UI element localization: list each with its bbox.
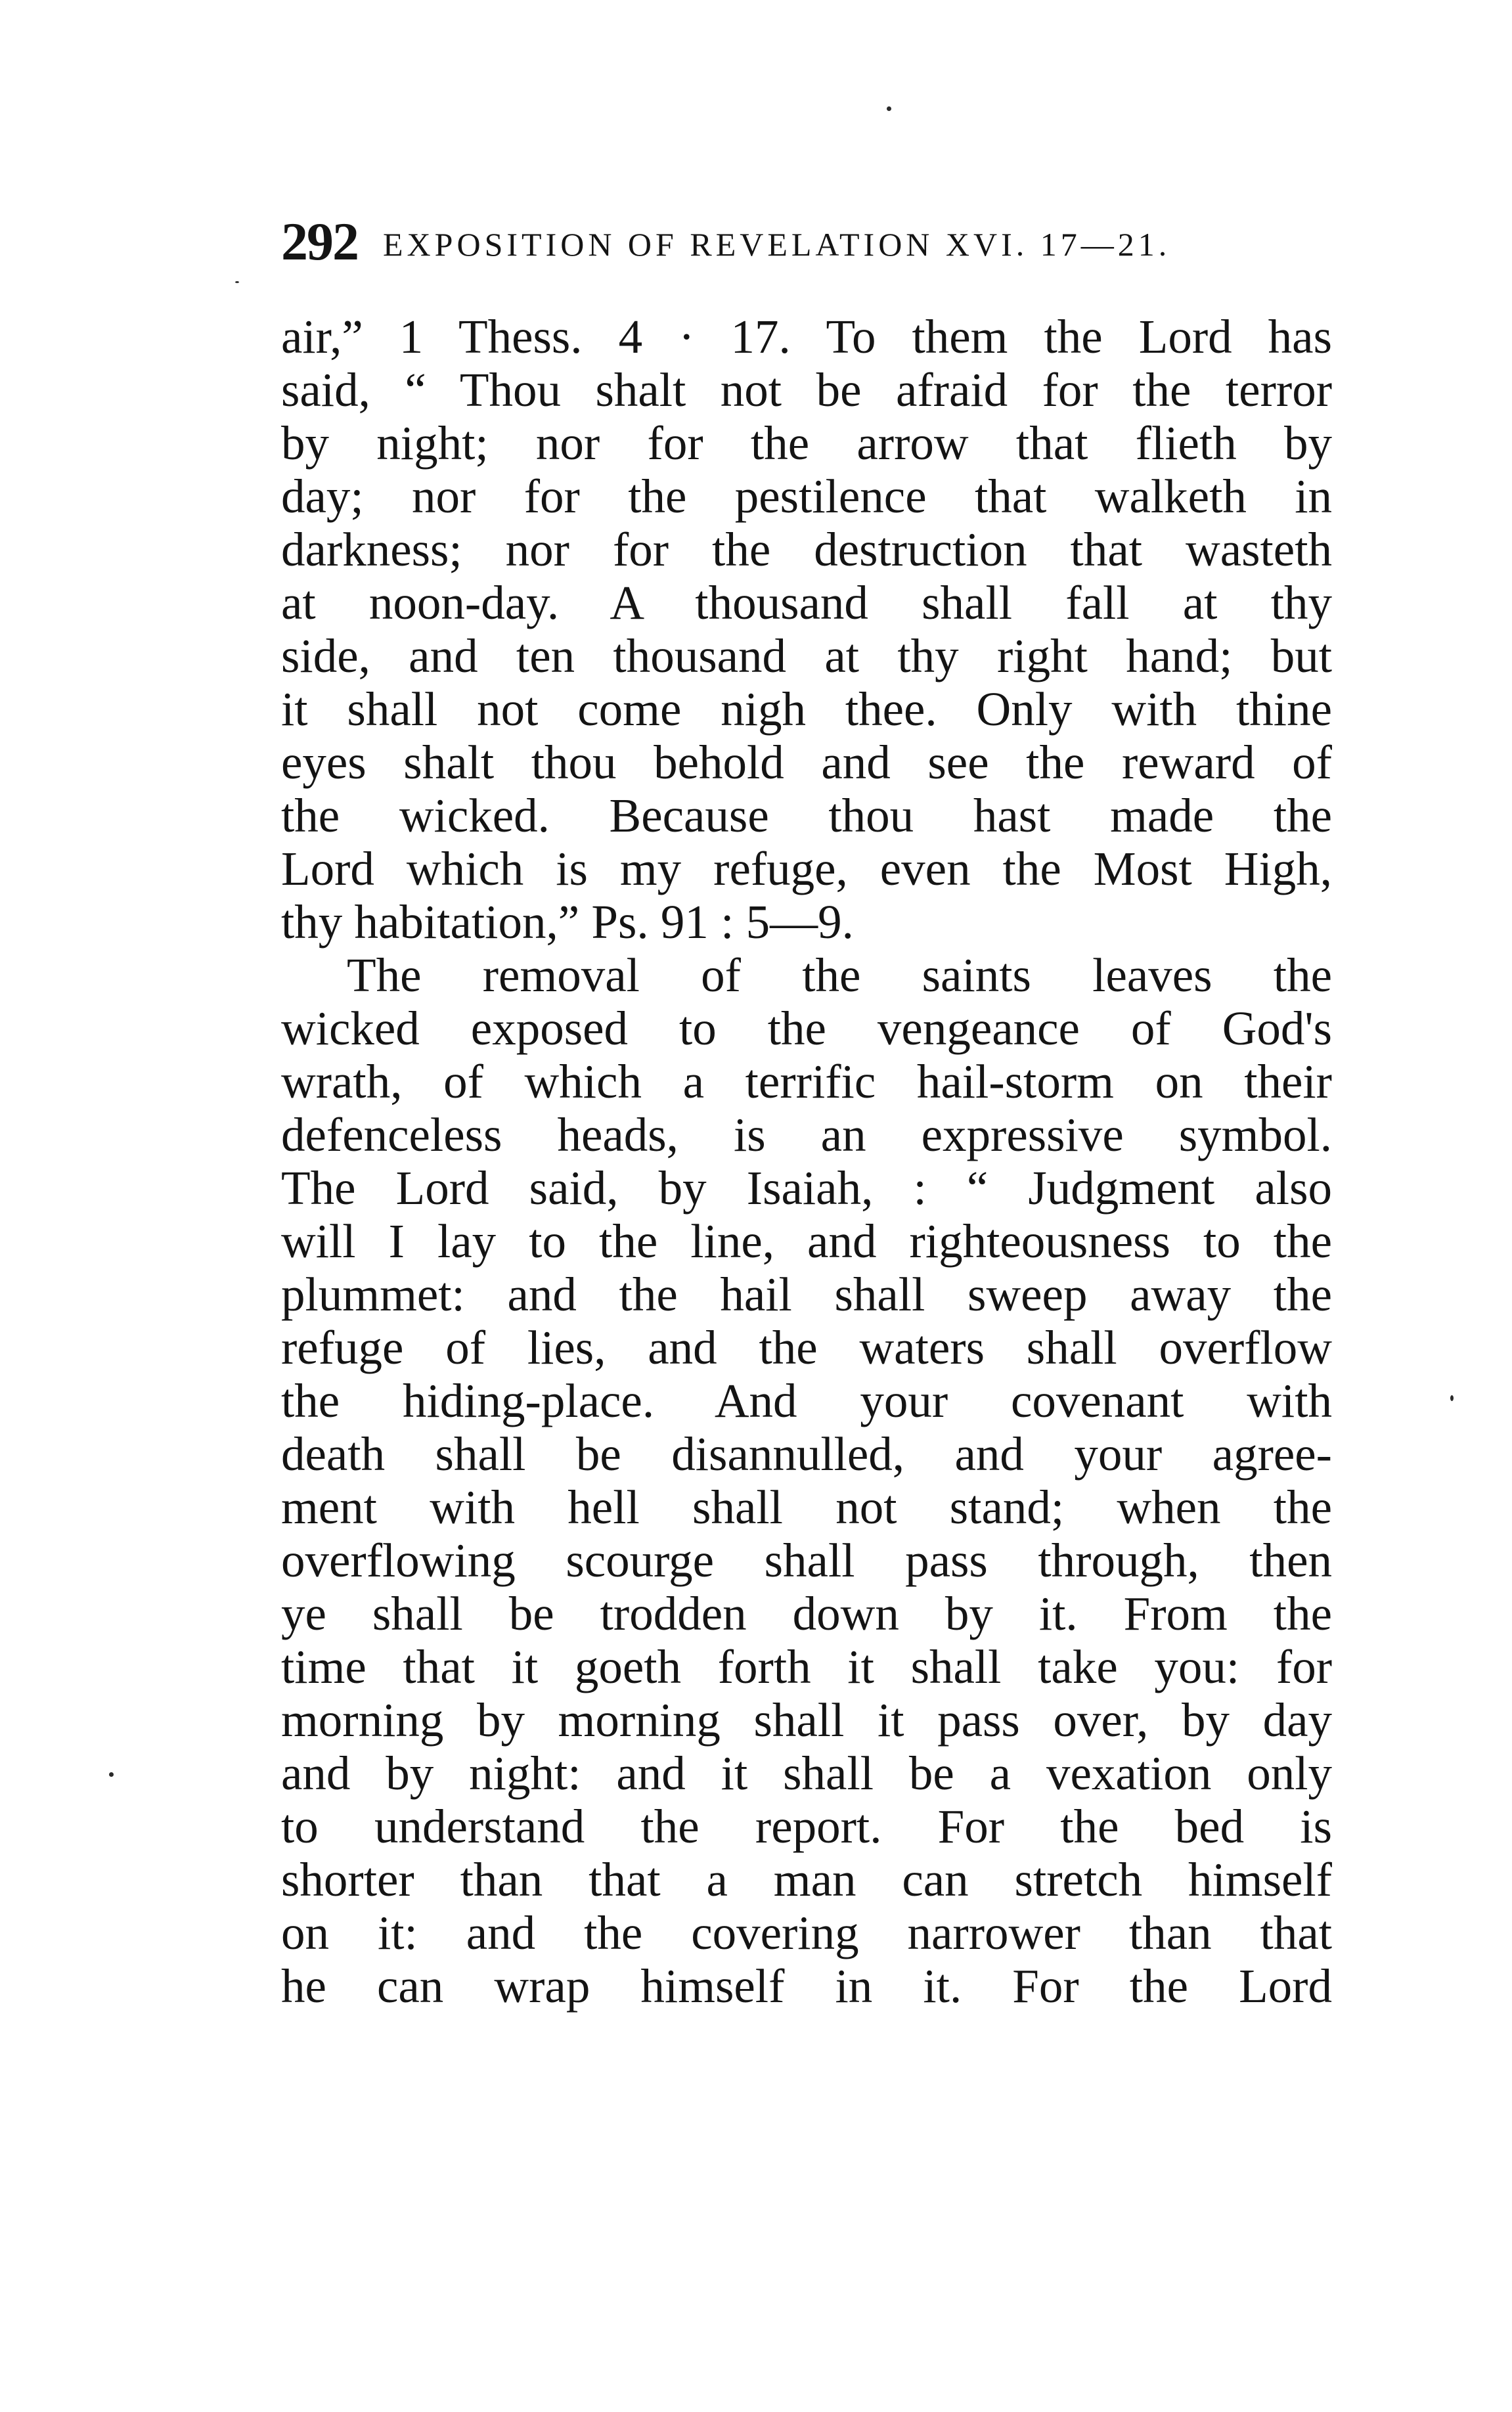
text-line: time that it goeth forth it shall take you: for [281,1640,1332,1693]
text-line: at noon-day. A thousand shall fall at thy [281,576,1332,629]
text-line: to understand the report. For the bed is [281,1800,1332,1853]
ink-speck [1450,1395,1454,1401]
text-line: The removal of the saints leaves the [347,949,1332,1002]
text-line: will I lay to the line, and righteousness to the [281,1215,1332,1268]
text-line: darkness; nor for the destruction that wasteth [281,523,1332,576]
page-number: 292 [281,212,358,271]
text-line: the hiding-place. And your covenant with [281,1374,1332,1427]
ink-speck [235,281,239,283]
text-line: it shall not come nigh thee. Only with thine [281,682,1332,736]
text-line: The Lord said, by Isaiah, : “ Judgment also [281,1161,1332,1215]
page-header [281,212,1332,272]
text-line: day; nor for the pestilence that walketh in [281,470,1332,523]
text-line: thy habitation,” Ps. 91 : 5—9. [281,895,854,949]
running-head: EXPOSITION OF REVELATION XVI. 17—21. [383,226,1171,263]
text-line: death shall be disannulled, and your agree- [281,1427,1332,1481]
text-line: on it: and the covering narrower than that [281,1906,1332,1959]
text-line: said, “ Thou shalt not be afraid for the terror [281,363,1332,416]
text-line: morning by morning shall it pass over, by day [281,1693,1332,1747]
text-line: shorter than that a man can stretch himself [281,1853,1332,1906]
text-line: overflowing scourge shall pass through, then [281,1534,1332,1587]
ink-speck [109,1772,114,1777]
text-line: by night; nor for the arrow that flieth by [281,416,1332,470]
text-line: refuge of lies, and the waters shall overflow [281,1321,1332,1374]
text-line: Lord which is my refuge, even the Most High, [281,842,1332,895]
body-text [281,310,1332,2013]
text-line: and by night: and it shall be a vexation only [281,1747,1332,1800]
text-line: air,” 1 Thess. 4 · 17. To them the Lord has [281,310,1332,363]
text-line: ment with hell shall not stand; when the [281,1481,1332,1534]
text-line: ye shall be trodden down by it. From the [281,1587,1332,1640]
text-line: side, and ten thousand at thy right hand; but [281,629,1332,682]
text-line: wicked exposed to the vengeance of God's [281,1002,1332,1055]
text-line: defenceless heads, is an expressive symbol. [281,1108,1332,1161]
text-line: eyes shalt thou behold and see the reward of [281,736,1332,789]
text-line: the wicked. Because thou hast made the [281,789,1332,842]
ink-speck [887,106,891,111]
text-line: plummet: and the hail shall sweep away the [281,1268,1332,1321]
text-line: wrath, of which a terrific hail-storm on their [281,1055,1332,1108]
text-line: he can wrap himself in it. For the Lord [281,1959,1332,2013]
